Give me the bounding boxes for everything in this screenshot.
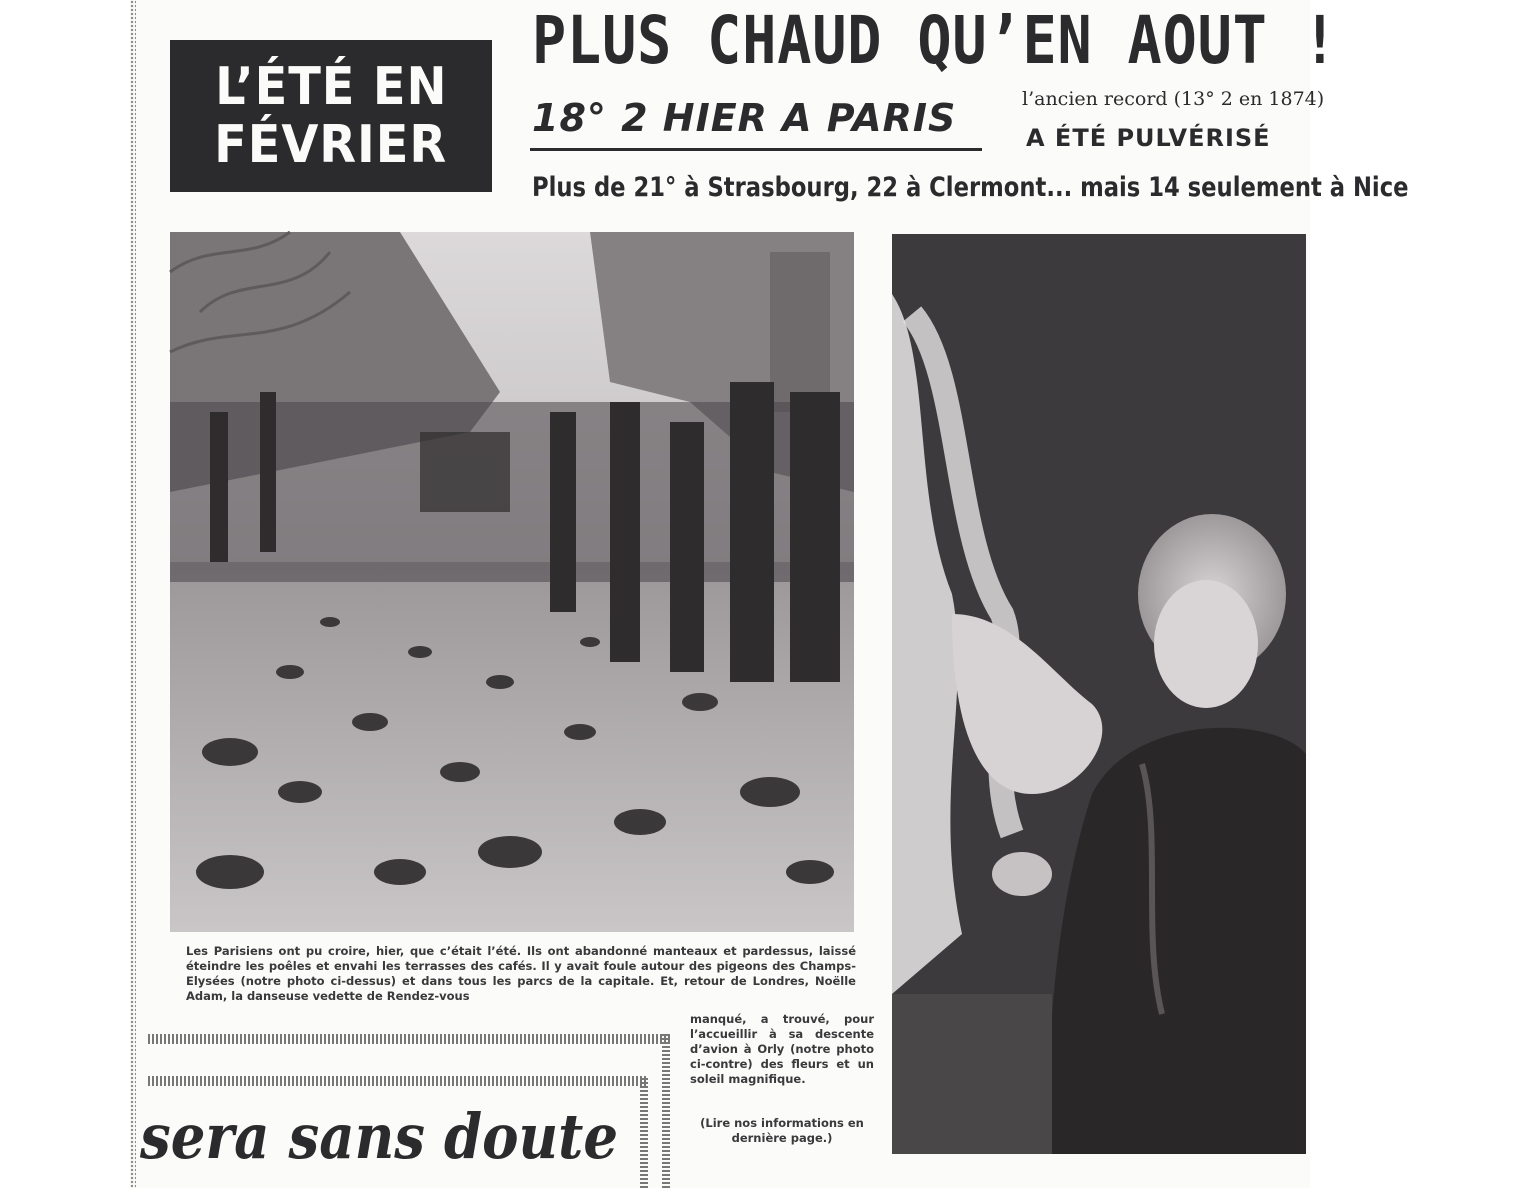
next-story-headline-fragment: sera sans doute xyxy=(140,1100,619,1173)
subheadline-rule xyxy=(530,148,982,151)
record-note: l’ancien record (13° 2 en 1874) xyxy=(1022,88,1325,110)
kicker-line-1: L’ÉTÉ EN xyxy=(214,57,448,117)
box-frame-inner xyxy=(148,1076,648,1086)
main-headline: PLUS CHAUD QU’EN AOUT ! xyxy=(532,2,1338,79)
newspaper-page xyxy=(130,0,1409,1188)
box-frame-top xyxy=(148,1034,670,1044)
kicker-box xyxy=(170,40,492,192)
photo-noelle-adam-orly xyxy=(892,234,1306,1154)
kicker-line-2: FÉVRIER xyxy=(214,115,448,175)
box-frame-right xyxy=(662,1034,670,1188)
photo-pigeons-champs-elysees xyxy=(170,232,854,932)
page-edge-dots xyxy=(130,0,136,1188)
photo-caption-continued: manqué, a trouvé, pour l’accueillir à sa descente d’avion à Orly (notre photo ci-contre) des fleurs et un soleil magnifique. xyxy=(690,1012,874,1086)
temperatures-line: Plus de 21° à Strasbourg, 22 à Clermont... mais 14 seulement à Nice xyxy=(532,172,1409,203)
photo-caption: Les Parisiens ont pu croire, hier, que c’était l’été. Ils ont abandonné manteaux et pardessus, laissé éteindre les poêles et envahi les terrasses des cafés. Il y avait foule autour des pigeons des Champs-Elysées (notre photo ci-dessus) et dans tous les parcs de la capitale. Et, retour de Londres, Noëlle Adam, la danseuse vedette de Rendez-vous xyxy=(186,944,856,1003)
box-frame-inner-right xyxy=(640,1076,648,1188)
record-broken: A ÉTÉ PULVÉRISÉ xyxy=(1026,124,1271,152)
photo-caption-note: (Lire nos informations en dernière page.) xyxy=(700,1116,864,1145)
subheadline: 18° 2 HIER A PARIS xyxy=(532,96,957,140)
